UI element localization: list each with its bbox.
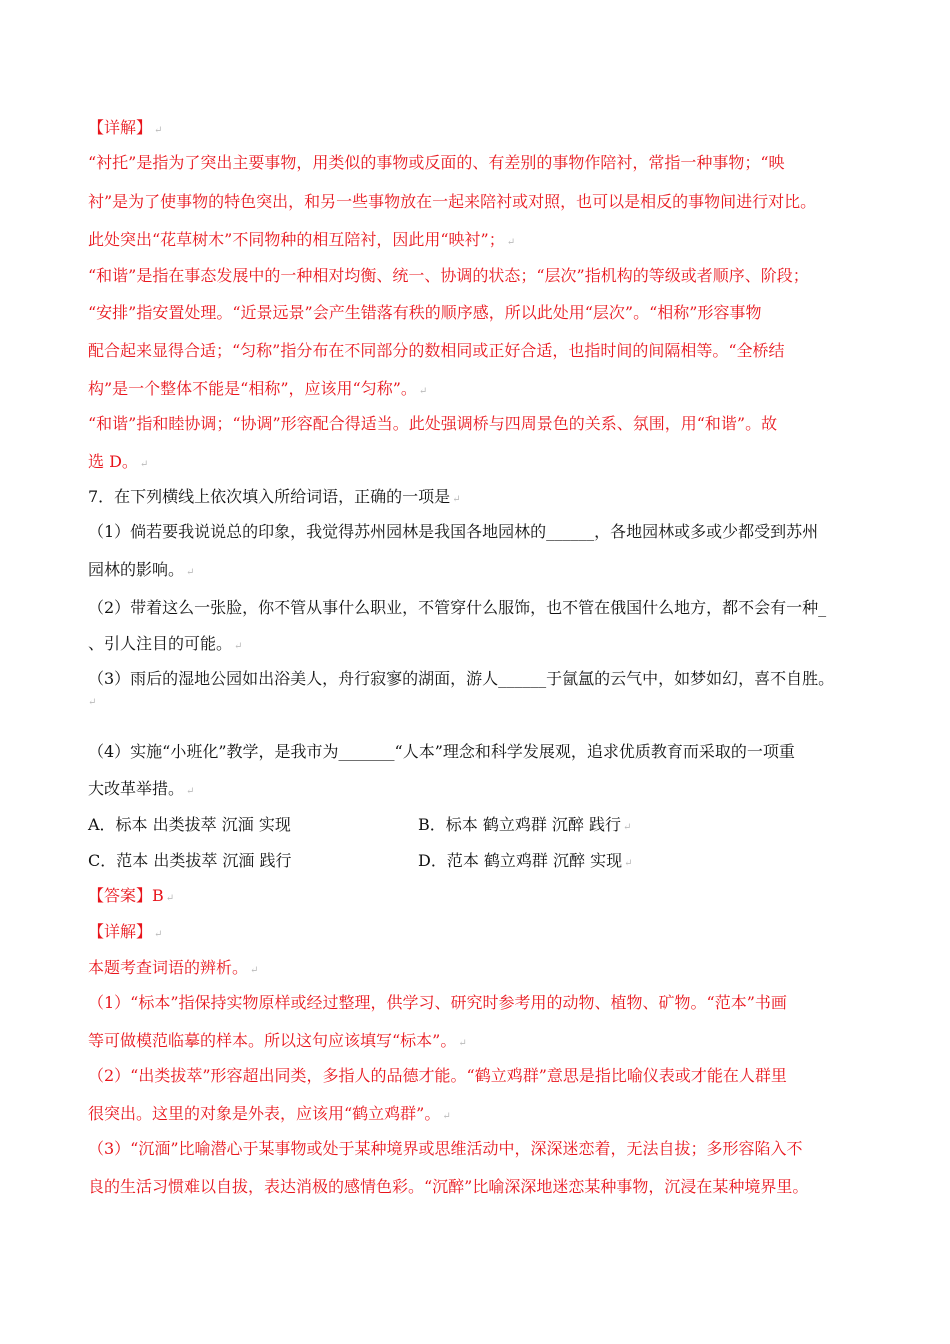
paragraph-mark: ↵ (154, 125, 163, 136)
detail-line: （1）“标本”指保持实物原样或经过整理，供学习、研究时参考用的动物、植物、矿物。“范本”书画 (88, 993, 787, 1012)
detail-line: 等可做模范临摹的样本。所以这句应该填写“标本”。 ↵ (88, 1031, 467, 1050)
question-line: 园林的影响。 ↵ (88, 560, 195, 579)
detail-line: “安排”指安置处理。“近景远景”会产生错落有秩的顺序感，所以此处用“层次”。“相称”形容事物 (88, 303, 762, 322)
detail-line: 衬”是为了使事物的特色突出，和另一些事物放在一起来陪衬或对照，也可以是相反的事物间进行对比。 (88, 192, 817, 211)
detail-line: 此处突出“花草树木”不同物种的相互陪衬，因此用“映衬”； ↵ (88, 230, 516, 249)
question-line: （3）雨后的湿地公园如出浴美人，舟行寂寥的湖面，游人______于氤氲的云气中，如梦如幻，喜不自胜。 (88, 669, 835, 688)
option-a: A．标本 出类拔萃 沉湎 实现 (88, 815, 291, 834)
question-line: 大改革举措。 ↵ (88, 779, 195, 798)
detail-line: （3）“沉湎”比喻潜心于某事物或处于某种境界或思维活动中，深深迷恋着，无法自拔；多形容陷入不 (88, 1139, 803, 1158)
option-d: D．范本 鹤立鸡群 沉醉 实现 ↵ (418, 851, 633, 870)
question-line: （2）带着这么一张脸，你不管从事什么职业，不管穿什么服饰，也不管在俄国什么地方，都不会有一种_ (88, 598, 827, 617)
detail-line: 选 D。 ↵ (88, 452, 149, 471)
detail-line: 配合起来显得合适；“匀称”指分布在不同部分的数相同或正好合适，也指时间的间隔相等。“全桥结 (88, 341, 785, 360)
detail-line: （2）“出类拔萃”形容超出同类，多指人的品德才能。“鹤立鸡群”意思是指比喻仪表或才能在人群里 (88, 1066, 787, 1085)
detail-heading: 【详解】 ↵ (88, 922, 163, 941)
paragraph-mark-line: ↵ (88, 697, 97, 708)
detail-line: 本题考查词语的辨析。 ↵ (88, 958, 259, 977)
detail-line: 很突出。这里的对象是外表，应该用“鹤立鸡群”。 ↵ (88, 1104, 451, 1123)
question-line: （4）实施“小班化”教学，是我市为_______“人本”理念和科学发展观，追求优质教育而采取的一项重 (88, 742, 795, 761)
question-line: （1）倘若要我说说总的印象，我觉得苏州园林是我国各地园林的______，各地园林或多或少都受到苏州 (88, 522, 819, 541)
detail-line: “和谐”是指在事态发展中的一种相对均衡、统一、协调的状态；“层次”指机构的等级或者顺序、阶段； (88, 266, 809, 285)
option-c: C．范本 出类拔萃 沉湎 践行 (88, 851, 292, 870)
detail-line: 构”是一个整体不能是“相称”，应该用“匀称”。 ↵ (88, 379, 428, 398)
detail-heading: 【详解】 ↵ (88, 118, 163, 137)
detail-line: “和谐”指和睦协调；“协调”形容配合得适当。此处强调桥与四周景色的关系、氛围，用“和谐”。故 (88, 414, 778, 433)
detail-line: “衬托”是指为了突出主要事物，用类似的事物或反面的、有差别的事物作陪衬，常指一种事物；“映 (88, 153, 785, 172)
question-line: 、引人注目的可能。 ↵ (88, 634, 243, 653)
detail-line: 良的生活习惯难以自拔，表达消极的感情色彩。“沉醉”比喻深深地迷恋某种事物，沉浸在某种境界里。 (88, 1177, 809, 1196)
question-stem: 7．在下列横线上依次填入所给词语，正确的一项是 ↵ (88, 487, 461, 506)
answer-line: 【答案】B ↵ (88, 886, 175, 905)
option-b: B．标本 鹤立鸡群 沉醉 践行 ↵ (418, 815, 632, 834)
